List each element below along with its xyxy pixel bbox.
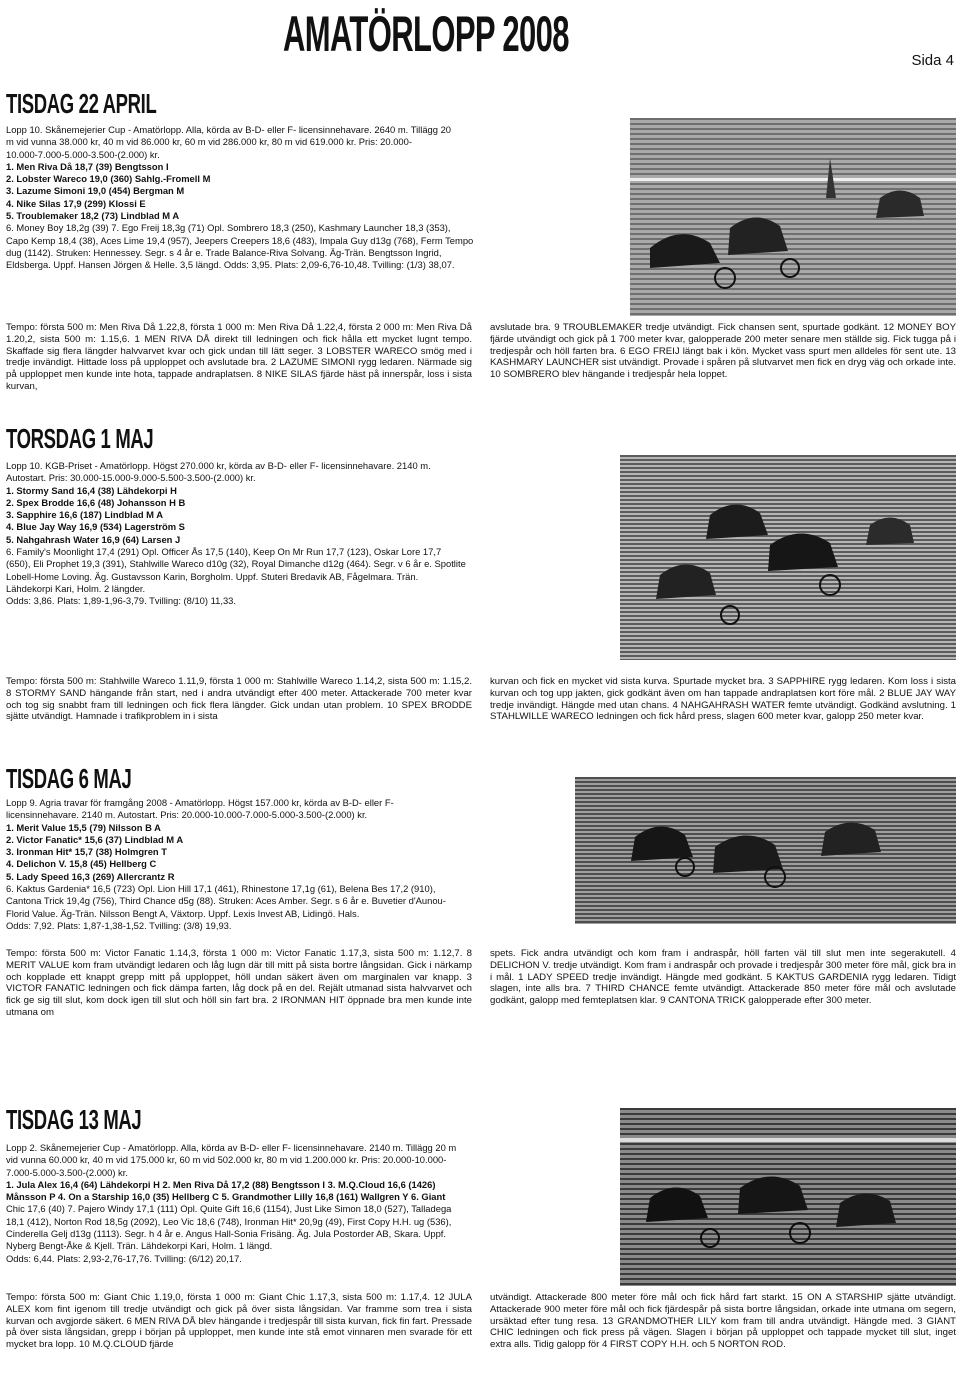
placing-4: 4. Nike Silas 17,9 (299) Klossi E bbox=[6, 197, 146, 209]
day-heading-6-maj: TISDAG 6 MAJ bbox=[6, 763, 132, 794]
race-line: 6. Family's Moonlight 17,4 (291) Opl. Officer Ås 17,5 (140), Keep On Mr Run 17,7 (123), Oskar Lore 17,7 bbox=[6, 546, 442, 558]
finish-photo-13-maj bbox=[620, 1108, 956, 1286]
placing-3: 3. Ironman Hit* 15,7 (38) Holmgren T bbox=[6, 846, 167, 858]
race-line: Florid Value. Äg-Trän. Nilsson Bengt A, Växtorp. Uppf. Lexis Invest AB, Lidingö. Hals. bbox=[6, 907, 360, 919]
placing-5: 5. Lady Speed 16,3 (269) Allercrantz R bbox=[6, 870, 175, 882]
race-line: Autostart. Pris: 30.000-15.000-9.000-5.500-3.500-(2.000) kr. bbox=[6, 472, 256, 484]
race-report-22-april-right: avslutade bra. 9 TROUBLEMAKER tredje utvändigt. Fick chansen sent, spurtade godkänt. 12 MONEY BOY fjärde utvändigt och gick på 1 700 meter kvar, galopperade 200 meter senare men ställde sig. Fick tugga på i tredjespår och höll farten bra. 6 EGO FREIJ längt bak i kön. Mycket vass spurt men alldeles för sent ute. 13 KASHMARY LAUNCHER sist utvändigt. Provade i spåren på slutvarvet men fick en dryg väg och orkade inte. 10 SOMBRERO blev hängande i tredjespår hela loppet. bbox=[490, 322, 956, 381]
race-line: 6. Money Boy 18,2g (39) 7. Ego Freij 18,3g (71) Opl. Sombrero 18,3 (250), Kashmary Launcher 18,3 (353), bbox=[6, 222, 451, 234]
day-heading-1-maj: TORSDAG 1 MAJ bbox=[6, 423, 154, 454]
placing-2: 2. Lobster Wareco 19,0 (360) Sahlg.-Fromell M bbox=[6, 173, 211, 185]
race-line: Odds: 3,86. Plats: 1,89-1,96-3,79. Tvilling: (8/10) 11,33. bbox=[6, 595, 236, 607]
race-report-1-maj-left: Tempo: första 500 m: Stahlwille Wareco 1.11,9, första 1 000 m: Stahlwille Wareco 1.14,2, sista 500 m: 1.15,2. 8 STORMY SAND hängande från start, ned i andra utvändigt efter 400 meter. Attackerade 700 meter kvar och tog sig snabbt fram till ledningen och fick flera längder. Gick undan utan problem. 10 SPEX BRODDE sjätte utvändigt. Hamnade i trafikproblem in i sista bbox=[6, 676, 472, 723]
race-report-13-maj-left: Tempo: första 500 m: Giant Chic 1.19,0, första 1 000 m: Giant Chic 1.17,3, sista 500 m: 1.17,4. 12 JULA ALEX kom fint igenom till tredje utvändigt och gick på över sista långsidan. Var framme som trea i sista kurvan och avgjorde säkert. 6 MEN RIVA DÅ blev hängande i tredjespår till sista kurvan, fick fin fart. Pressade på över sista långsidan, grepp i början på upploppet, men kunde inte stå emot vinnaren men svarade för ett mycket bra lopp. 10 M.Q.CLOUD fjärde bbox=[6, 1292, 472, 1351]
race-line: vid vunna 60.000 kr, 40 m vid 175.000 kr, 60 m vid 502.000 kr, 80 m vid 1.200.000 kr. Pris: 20.000-10.000- bbox=[6, 1154, 447, 1166]
race-line: Chic 17,6 (40) 7. Pajero Windy 17,1 (111) Opl. Quite Gift 16,6 (1154), Just Like Simon 18,0 (527), Talladega bbox=[6, 1203, 452, 1215]
publication-title: AMATÖRLOPP 2008 bbox=[283, 6, 569, 62]
race-line: Lopp 9. Agria travar för framgång 2008 - Amatörlopp. Högst 157.000 kr, körda av B-D- eller F- bbox=[6, 797, 394, 808]
race-report-13-maj-right: utvändigt. Attackerade 800 meter före mål och fick hård fart starkt. 15 ON A STARSHIP sjätte utvändigt. Attackerade 900 meter före mål och fick fjärdespår på sista bortre långsidan, orkade inte utmana om segern, ursäktad efter tung resa. 13 GRANDMOTHER LILY kom fram till andra utvändigt. Hängde med. 3 GIANT CHIC ledningen och fick press på vägen. Slagen i början på upploppet och tappade mycket till slut, inget extra alls. Tidig galopp för 4 FIRST COPY H.H. och 5 NORTON ROD. bbox=[490, 1292, 956, 1351]
placing-3: 3. Sapphire 16,6 (187) Lindblad M A bbox=[6, 509, 163, 521]
finish-photo-image bbox=[575, 777, 956, 924]
placing-5: 5. Nahgahrash Water 16,9 (64) Larsen J bbox=[6, 533, 181, 545]
race-report-22-april-left: Tempo: första 500 m: Men Riva Då 1.22,8, första 1 000 m: Men Riva Då 1.22,4, första 2 000 m: Men Riva Då 1.20,2, sista 500 m: 1.15,6. 1 MEN RIVA DÅ direkt till ledningen och fick hålla ett mycket lugnt tempo. Skaffade sig flera längder halvvarvet kvar och gick undan till lätt seger. 3 LOBSTER WARECO smög med i tredje invändigt. Hittade loss på upploppet och avslutade bra. 2 LAZUME SIMONI rygg ledaren. Närmade sig på upploppet men kunde inte hota, tappade andraplatsen. 8 NIKE SILAS fjärde häst på innerspår, loss i sista kurvan, bbox=[6, 322, 472, 392]
race-line: 10.000-7.000-5.000-3.500-(2.000) kr. bbox=[6, 148, 160, 160]
race-result-22-april bbox=[6, 124, 566, 272]
finish-photo-image bbox=[620, 455, 956, 660]
race-result-6-maj bbox=[6, 797, 566, 932]
finish-photo-6-maj bbox=[575, 777, 956, 924]
race-line: 7.000-5.000-3.500-(2.000) kr. bbox=[6, 1166, 128, 1178]
race-line: Odds: 7,92. Plats: 1,87-1,38-1,52. Tvilling: (3/8) 19,93. bbox=[6, 919, 232, 931]
race-line: Lopp 10. KGB-Priset - Amatörlopp. Högst 270.000 kr, körda av B-D- eller F- licensinnehavare. 2140 m. bbox=[6, 460, 431, 471]
race-result-1-maj bbox=[6, 460, 566, 608]
race-line: Lopp 2. Skånemejerier Cup - Amatörlopp. Alla, körda av B-D- eller F- licensinnehavare. 2140 m. Tillägg 20 m bbox=[6, 1142, 457, 1153]
race-result-13-maj bbox=[6, 1142, 566, 1265]
race-line: m vid vunna 38.000 kr, 40 m vid 86.000 kr, 60 m vid 286.000 kr, 80 m vid 619.000 kr. Pris: 20.000- bbox=[6, 136, 412, 148]
race-line: (650), Eli Prophet 19,3 (391), Stahlwille Wareco d10g (32), Royal Dimanche d12g (464). Segr. v 6 år e. Spotlite bbox=[6, 558, 466, 570]
placing-1: 1. Stormy Sand 16,4 (38) Lähdekorpi H bbox=[6, 484, 177, 496]
race-line: Cantona Trick 19,4g (756), Third Chance d5g (88). Struken: Aces Amber. Segr. s 6 år e. Buvetier d'Aunou- bbox=[6, 895, 446, 907]
race-line: 6. Kaktus Gardenia* 16,5 (723) Opl. Lion Hill 17,1 (461), Rhinestone 17,1g (61), Belena Bes 17,2 (910), bbox=[6, 883, 436, 895]
placing-4: Månsson P 4. On a Starship 16,0 (35) Hellberg C 5. Grandmother Lilly 16,8 (161) Wallgren Y 6. Giant bbox=[6, 1191, 446, 1203]
placing-2: 2. Victor Fanatic* 15,6 (37) Lindblad M A bbox=[6, 833, 184, 845]
finish-photo-image bbox=[630, 118, 956, 316]
day-heading-13-maj: TISDAG 13 MAJ bbox=[6, 1104, 142, 1135]
race-line: Cinderella Gelj d13g (1113). Segr. h 4 år e. Angus Hall-Sonia Frisäng. Äg. Jula Postorder AB, Skara. Uppf. bbox=[6, 1228, 446, 1240]
race-report-1-maj-right: kurvan och fick en mycket vid sista kurva. Spurtade mycket bra. 3 SAPPHIRE rygg ledaren. Kom loss i sista kurvan och tog upp jakten, gick godkänt även om han tappade andraplatsen kort före mål. 2 BLUE JAY WAY tredje invändigt. Hängde med utan chans. 4 NAHGAHRASH WATER femte utvändigt. Godkänd avslutning. 1 STAHLWILLE WARECO ledningen och fick hård press, slagen 600 meter kvar, galopp 250 meter kvar. bbox=[490, 676, 956, 723]
placing-2: 2. Spex Brodde 16,6 (48) Johansson H B bbox=[6, 496, 186, 508]
race-line: Eldsberga. Uppf. Hansen Jörgen & Helle. 3,5 längd. Odds: 3,95. Plats: 2,09-6,76-10,48. Tvilling: (1/3) 38,07. bbox=[6, 259, 455, 271]
race-line: Lobell-Home Loving. Äg. Gustavsson Karin, Borgholm. Uppf. Stuteri Bredavik AB, Fågelmara. Trän. bbox=[6, 570, 419, 582]
race-line: Nyberg Bengt-Åke & Kjell. Trän. Lähdekorpi Kari, Holm. 1 längd. bbox=[6, 1240, 273, 1252]
finish-photo-1-maj bbox=[620, 455, 956, 660]
race-line: Lähdekorpi Kari, Holm. 2 längder. bbox=[6, 582, 146, 594]
race-line: 18,1 (412), Norton Rod 18,5g (2092), Leo Vic 18,6 (748), Ironman Hit* 20,9g (49), First Copy H.H. ug (536), bbox=[6, 1215, 452, 1227]
finish-photo-image bbox=[620, 1108, 956, 1286]
placing-4: 4. Delichon V. 15,8 (45) Hellberg C bbox=[6, 858, 157, 870]
race-report-6-maj-right: spets. Fick andra utvändigt och kom fram i andraspår, höll farten väl till slut men inte segerakutell. 4 DELICHON V. tredje utvändigt. Kom fram i andraspår och provade i tredjespår 300 meter före mål, gick bra in i mål. 1 LADY SPEED tredje invändigt. Hängde med godkänt. 5 KAKTUS GARDENIA rygg ledaren. Tidigt slagen, inte alls bra. 7 THIRD CHANCE femte utvändigt. Attackerade 850 meter före mål och avslutade godkänt, galopp med femteplatsen klar. 9 CANTONA TRICK galopperade efter 300 meter. bbox=[490, 948, 956, 1007]
race-line: Capo Kemp 18,4 (38), Aces Lime 19,4 (957), Jeepers Creepers 18,6 (483), Impala Guy d13g (768), Ferm Tempo bbox=[6, 234, 474, 246]
race-line: licensinnehavare. 2140 m. Autostart. Pris: 20.000-10.000-7.000-5.000-3.500-(2.000) kr. bbox=[6, 809, 368, 821]
race-line: Lopp 10. Skånemejerier Cup - Amatörlopp. Alla, körda av B-D- eller F- licensinnehavare. 2640 m. Tillägg 20 bbox=[6, 124, 452, 135]
race-line: Odds: 6,44. Plats: 2,93-2,76-17,76. Tvilling: (6/12) 20,17. bbox=[6, 1252, 242, 1264]
placing-5: 5. Troublemaker 18,2 (73) Lindblad M A bbox=[6, 210, 180, 222]
placing-3: 3. Lazume Simoni 19,0 (454) Bergman M bbox=[6, 185, 185, 197]
race-line: dug (1142). Struken: Hennessey. Segr. s 4 år e. Trade Balance-Riva Solvang. Äg-Trän. Bengtsson Ingrid, bbox=[6, 246, 442, 258]
placing-1: 1. Merit Value 15,5 (79) Nilsson B A bbox=[6, 821, 161, 833]
page-number: Sida 4 bbox=[911, 52, 954, 69]
placing-1: 1. Men Riva Då 18,7 (39) Bengtsson I bbox=[6, 160, 169, 172]
finish-photo-22-april bbox=[630, 118, 956, 316]
day-heading-22-april: TISDAG 22 APRIL bbox=[6, 88, 157, 119]
placing-1: 1. Jula Alex 16,4 (64) Lähdekorpi H 2. Men Riva Då 17,2 (88) Bengtsson I 3. M.Q.Cloud 16,6 (1426) bbox=[6, 1178, 436, 1190]
race-report-6-maj-left: Tempo: första 500 m: Victor Fanatic 1.14,3, första 1 000 m: Victor Fanatic 1.17,3, sista 500 m: 1.12,7. 8 MERIT VALUE kom fram utvändigt ledaren och låg lugn där till mitt på sista bortre långsidan. Gick i närkamp och kopplade ett knappt grepp mitt på upploppet, höll undan säkert även om marginalen var knapp. 3 VICTOR FANATIC ledningen och fick dämpa farten, låg dock på en del. Rejält utmanad sista halvvarvet och fick ge sig till slut, kom dock igen till slut och höll sin fart bra. 2 IRONMAN HIT öppnade bra men kunde inte utmana om bbox=[6, 948, 472, 1018]
placing-4: 4. Blue Jay Way 16,9 (534) Lagerström S bbox=[6, 521, 185, 533]
